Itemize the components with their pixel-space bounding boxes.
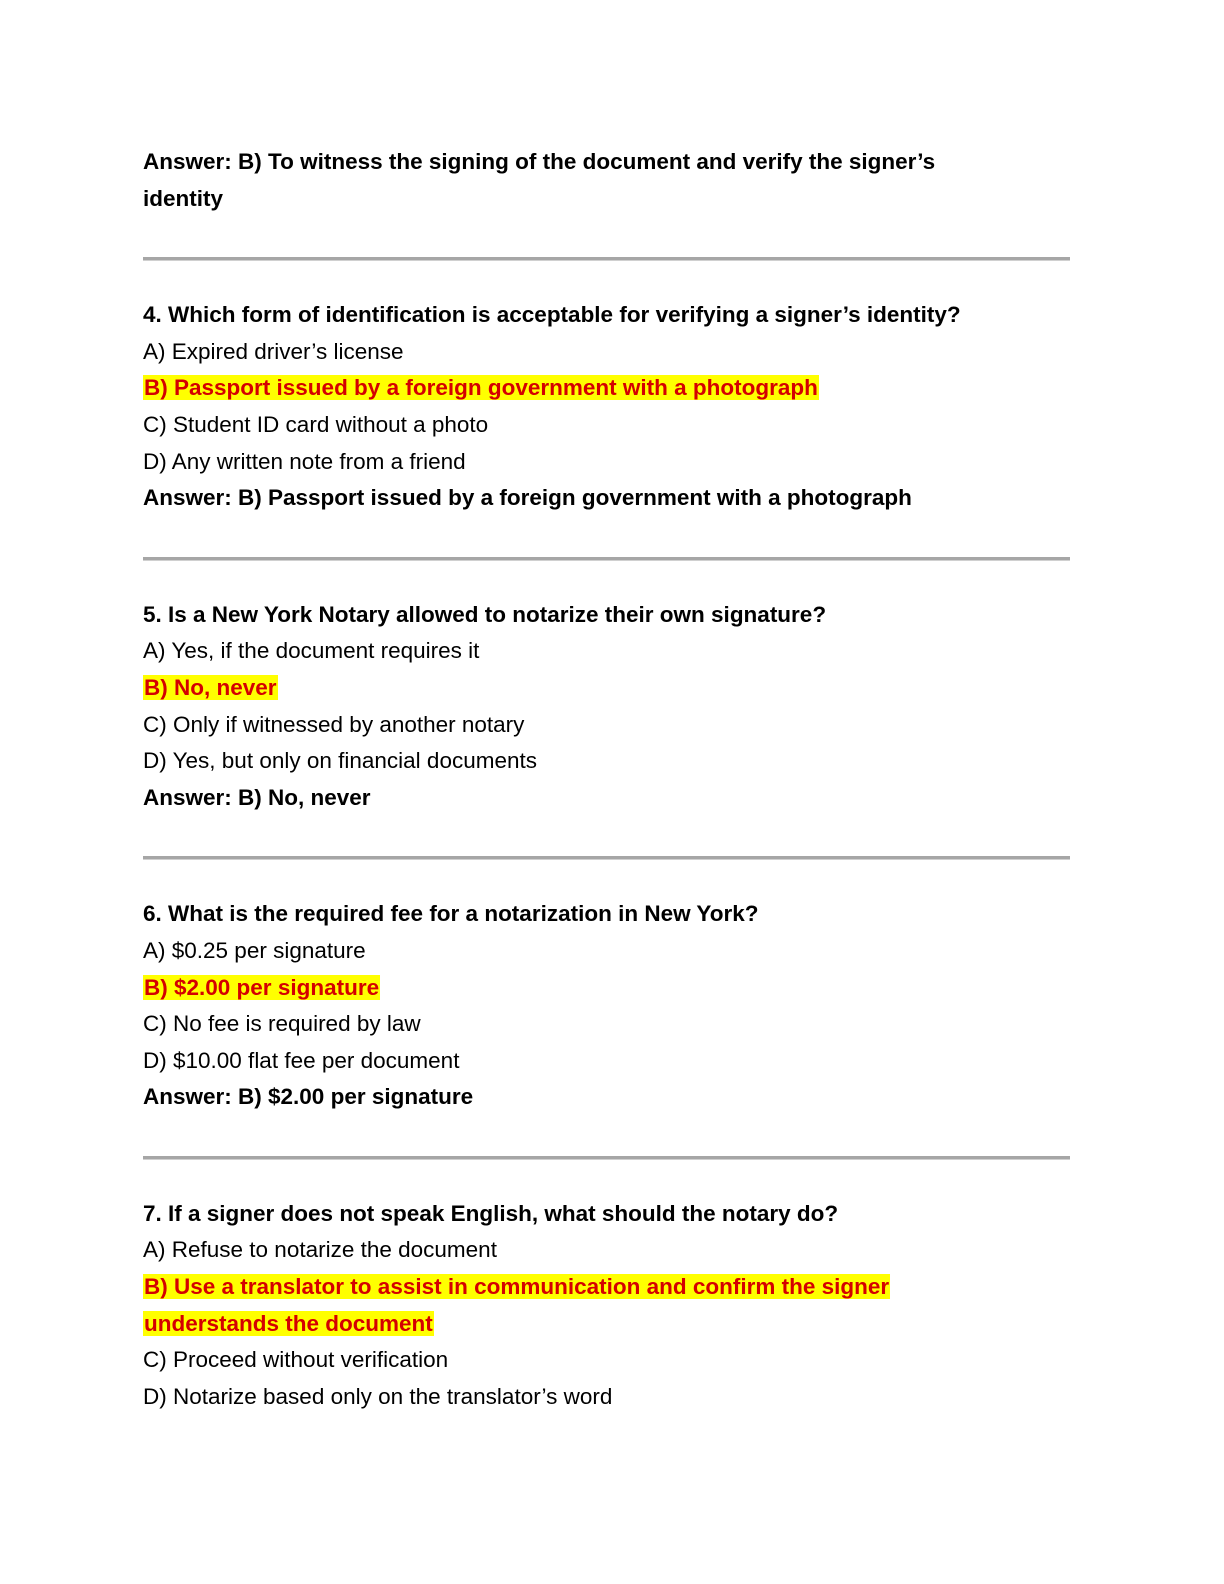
answer-text: Answer: B) No, never [143,784,371,810]
option-d: D) $10.00 flat fee per document [143,1047,460,1073]
option-a: A) $0.25 per signature [143,937,366,963]
option-a: A) Yes, if the document requires it [143,638,480,664]
question-text: 5. Is a New York Notary allowed to notarize their own signature? [143,601,827,627]
option-d: D) Notarize based only on the translator’s word [143,1383,613,1409]
question-block [143,1196,1073,1416]
option-a: A) Expired driver’s license [143,338,404,364]
option-b-highlighted-continued: understands the document [144,1310,433,1336]
option-b-highlighted: B) Use a translator to assist in communication and confirm the signer [144,1274,890,1300]
question-block [143,896,1073,1116]
option-a: A) Refuse to notarize the document [143,1237,497,1263]
question-block [143,597,1073,817]
prev-answer-line-1: Answer: B) To witness the signing of the document and verify the signer’s [143,149,936,174]
option-b-highlighted: B) No, never [144,674,277,700]
question-block [143,297,1073,517]
prev-answer-line-2: identity [143,185,224,211]
option-d: D) Yes, but only on financial documents [143,748,537,774]
question-text: 7. If a signer does not speak English, what should the notary do? [143,1200,839,1226]
question-text: 4. Which form of identification is acceptable for verifying a signer’s identity? [143,302,961,328]
option-b-highlighted: B) Passport issued by a foreign government with a photograph [144,375,818,401]
option-b-highlighted: B) $2.00 per signature [144,974,380,1000]
question-text: 6. What is the required fee for a notarization in New York? [143,901,759,927]
option-c: C) Student ID card without a photo [143,411,489,437]
document-page [143,144,1073,1415]
option-c: C) Only if witnessed by another notary [143,711,525,737]
option-c: C) Proceed without verification [143,1347,449,1373]
answer-text: Answer: B) Passport issued by a foreign government with a photograph [143,485,912,511]
answer-text: Answer: B) $2.00 per signature [143,1084,474,1110]
option-c: C) No fee is required by law [143,1011,421,1037]
option-d: D) Any written note from a friend [143,448,466,474]
